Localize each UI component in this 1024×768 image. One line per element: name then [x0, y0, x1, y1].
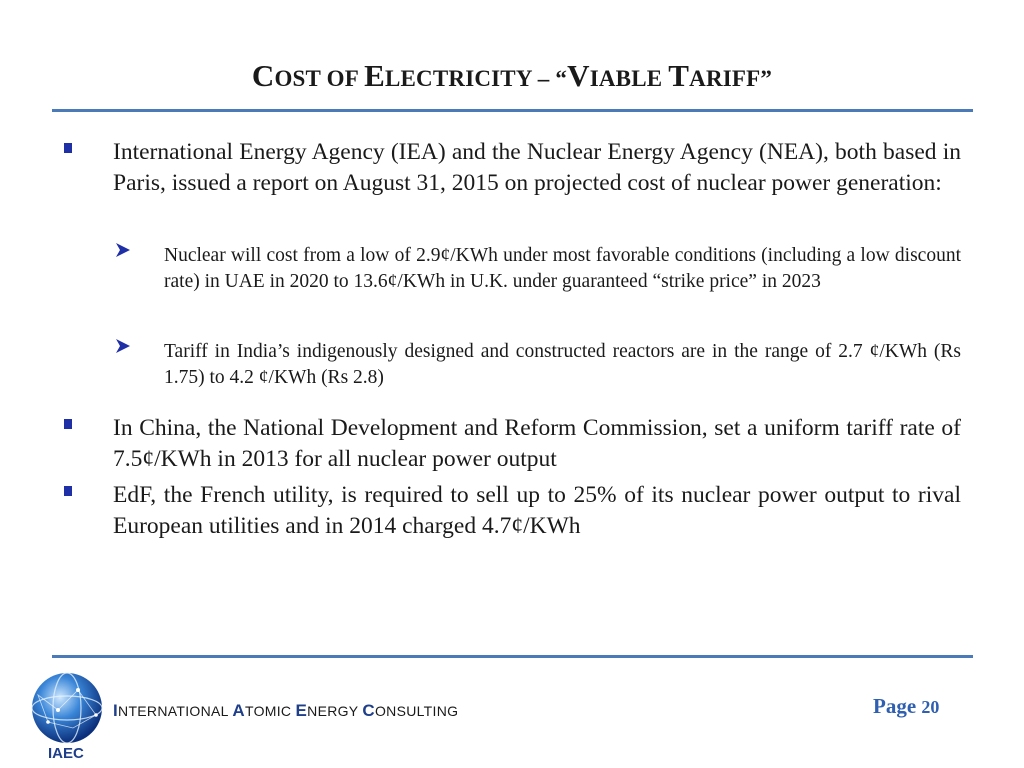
arrow-bullet-icon [114, 241, 132, 259]
title-text-3: IABLE [589, 66, 669, 91]
arrow-bullet-icon [114, 337, 132, 355]
title-cap-e: E [364, 58, 385, 93]
org-text-3: NERGY [307, 703, 363, 719]
organization-name [113, 701, 458, 721]
bullet-text: In China, the National Development and Reform Commission, set a uniform tariff rate of 7.5¢/KWh in 2013 for all nuclear power output [113, 415, 961, 472]
slide-title [0, 58, 1024, 94]
globe-logo-icon [28, 670, 106, 745]
title-text-1: OST OF [274, 66, 365, 91]
square-bullet-icon [64, 419, 72, 429]
title-cap-c: C [251, 58, 275, 93]
bullet-item-edf [113, 480, 961, 542]
org-cap-i: I [113, 701, 119, 720]
bullet-item-china [113, 413, 961, 475]
org-text-2: TOMIC [244, 703, 296, 719]
bullet-item-iea-nea [113, 137, 961, 199]
org-cap-a: A [232, 701, 245, 720]
square-bullet-icon [64, 143, 72, 153]
logo-label: IAEC [48, 745, 84, 762]
title-cap-t: T [668, 58, 690, 93]
bottom-divider [52, 655, 973, 658]
page-number [873, 694, 939, 719]
title-text-4: ARIFF” [689, 66, 773, 91]
page-label: Page [873, 694, 917, 718]
square-bullet-icon [64, 486, 72, 496]
sub-bullet-item-india-tariff [164, 339, 961, 391]
org-cap-e: E [295, 701, 308, 720]
top-divider [52, 109, 973, 112]
org-cap-c: C [362, 701, 375, 720]
title-cap-v: V [567, 58, 590, 93]
title-text-2: LECTRICITY – “ [384, 66, 568, 91]
sub-bullet-text: Nuclear will cost from a low of 2.9¢/KWh under most favorable conditions (including a low discount rate) in UAE in 2020 to 13.6¢/KWh in U.K. under guaranteed “strike price” in 2023 [164, 245, 961, 292]
sub-bullet-item-nuclear-cost [164, 243, 961, 295]
org-text-4: ONSULTING [374, 703, 459, 719]
org-text-1: NTERNATIONAL [118, 703, 233, 719]
bullet-text: International Energy Agency (IEA) and the Nuclear Energy Agency (NEA), both based in Paris, issued a report on August 31, 2015 on projected cost of nuclear power generation: [113, 139, 961, 196]
page-number-value: 20 [921, 697, 940, 717]
sub-bullet-text: Tariff in India’s indigenously designed and constructed reactors are in the range of 2.7 ¢/KWh (Rs 1.75) to 4.2 ¢/KWh (Rs 2.8) [164, 341, 961, 388]
bullet-text: EdF, the French utility, is required to sell up to 25% of its nuclear power output to rival European utilities and in 2014 charged 4.7¢/KWh [113, 482, 961, 539]
